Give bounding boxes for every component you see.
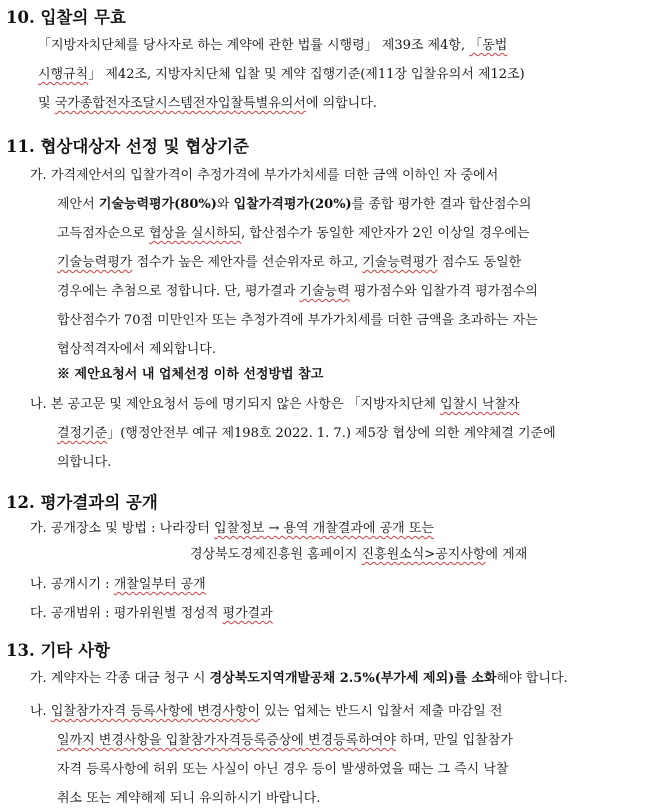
s10-line-2: 시행규칙」 제42조, 지방자치단체 입찰 및 계약 집행기준(제11장 입찰유의서 제12조) bbox=[38, 67, 525, 82]
s12-na-line: 나. 공개시기 : 개찰일부터 공개 bbox=[30, 577, 206, 592]
s11-ga-line-2: 제안서 기술능력평가(80%)와 입찰가격평가(20%)를 종합 평가한 결과 합산점수의 bbox=[57, 197, 532, 212]
s13-na-line-4: 취소 또는 계약해제 되니 유의하시기 바랍니다. bbox=[57, 791, 321, 806]
s10-line-1: 「지방자치단체를 당사자로 하는 계약에 관한 법률 시행령」 제39조 제4항, 「동법 bbox=[38, 38, 508, 53]
s11-ga-line-5: 경우에는 추첨으로 정합니다. 단, 평가결과 기술능력 평가점수와 입찰가격 평가점수의 bbox=[57, 284, 538, 299]
s11-na-line-1: 나. 본 공고문 및 제안요청서 등에 명기되지 않은 사항은 「지방자치단체 입찰시 낙찰자 bbox=[30, 397, 520, 412]
s13-ga-line: 가. 계약자는 각종 대금 청구 시 경상북도지역개발공채 2.5%(부가세 제외)를 소화해야 합니다. bbox=[30, 671, 568, 686]
s12-ga-line-2: 경상북도경제진흥원 홈페이지 진흥원소식>공지사항에 게재 bbox=[190, 547, 528, 562]
s11-ga-line-3: 고득점자순으로 협상을 실시하되, 합산점수가 동일한 제안자가 2인 이상일 경우에는 bbox=[57, 226, 530, 241]
s13-na-line-3: 자격 등록사항에 허위 또는 사실이 아닌 경우 등이 발생하였을 때는 그 즉시 낙찰 bbox=[57, 762, 509, 777]
s11-na-line-2: 결정기준」(행정안전부 예규 제198호 2022. 1. 7.) 제5장 협상에 의한 계약체결 기준에 bbox=[57, 426, 556, 441]
s13-na-line-1: 나. 입찰참가자격 등록사항에 변경사항이 있는 업체는 반드시 입찰서 제출 마감일 전 bbox=[30, 704, 503, 719]
s13-na-line-2: 일까지 변경사항을 입찰참가자격등록증상에 변경등록하여야 하며, 만일 입찰참가 bbox=[57, 733, 513, 748]
s11-ga-line-1: 가. 가격제안서의 입찰가격이 추정가격에 부가가치세를 더한 금액 이하인 자 중에서 bbox=[30, 168, 499, 183]
s12-ga-line-1: 가. 공개장소 및 방법 : 나라장터 입찰정보 → 용역 개찰결과에 공개 또는 bbox=[30, 521, 434, 536]
s12-da-line: 다. 공개범위 : 평가위원별 정성적 평가결과 bbox=[30, 606, 273, 621]
s11-ga-line-7: 협상적격자에서 제외합니다. bbox=[57, 342, 216, 357]
s11-note: ※ 제안요청서 내 업체선정 이하 선정방법 참고 bbox=[57, 367, 324, 382]
section-12-heading: 12. 평가결과의 공개 bbox=[6, 493, 158, 512]
section-11-heading: 11. 협상대상자 선정 및 협상기준 bbox=[6, 137, 249, 156]
s11-ga-line-6: 합산점수가 70점 미만인자 또는 추정가격에 부가가치세를 더한 금액을 초과하는 자는 bbox=[57, 313, 538, 328]
section-10-heading: 10. 입찰의 무효 bbox=[6, 8, 126, 27]
s11-na-line-3: 의합니다. bbox=[57, 455, 112, 470]
section-13-heading: 13. 기타 사항 bbox=[6, 641, 110, 660]
s10-line-3: 및 국가종합전자조달시스템전자입찰특별유의서에 의합니다. bbox=[38, 96, 377, 111]
s11-ga-line-4: 기술능력평가 점수가 높은 제안자를 선순위자로 하고, 기술능력평가 점수도 동일한 bbox=[57, 255, 522, 270]
